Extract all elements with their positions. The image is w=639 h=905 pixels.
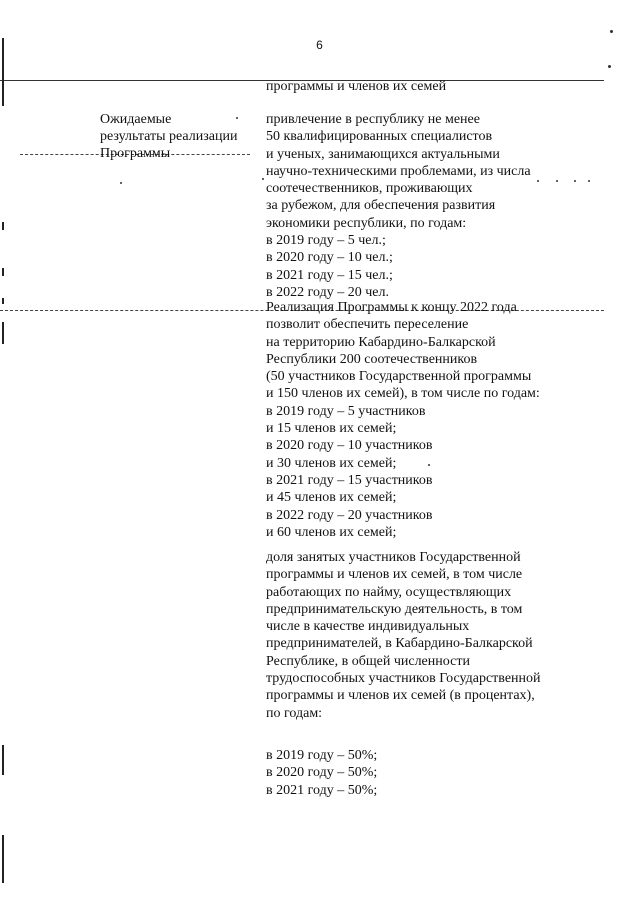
left-label-line: Ожидаемые <box>100 112 172 127</box>
text-line: предпринимателей, в Кабардино-Балкарской <box>266 636 533 652</box>
text-line: и 45 членов их семей; <box>266 490 397 506</box>
text-line: Республики 200 соотечественников <box>266 351 478 367</box>
text-line: работающих по найму, осуществляющих <box>266 584 512 600</box>
specialists-paragraph <box>266 111 596 301</box>
yearly-percent-list <box>266 747 596 799</box>
top-continuation: программы и членов их семей <box>266 79 447 94</box>
text-line: Республике, в общей численности <box>266 653 470 669</box>
page-number: 6 <box>316 38 323 52</box>
margin-mark <box>2 38 4 106</box>
speck <box>120 182 122 184</box>
text-line: за рубежом, для обеспечения развития <box>266 198 496 214</box>
text-line: и ученых, занимающихся актуальными <box>266 146 500 162</box>
resettlement-paragraph <box>266 299 596 541</box>
text-line: в 2019 году – 5 участников <box>266 403 426 419</box>
text-line: в 2020 году – 10 чел.; <box>266 250 393 266</box>
speck <box>588 180 590 182</box>
text-line: 50 квалифицированных специалистов <box>266 129 493 145</box>
text-line: (50 участников Государственной программы <box>266 369 532 385</box>
text-line: в 2021 году – 15 чел.; <box>266 267 393 283</box>
speck <box>236 117 238 119</box>
text-line: в 2020 году – 50%; <box>266 765 378 781</box>
text-line: экономики республики, по годам: <box>266 215 467 231</box>
margin-mark <box>2 835 4 883</box>
text-line: программы и членов их семей, в том числе <box>266 567 523 583</box>
text-line: программы и членов их семей (в процентах), <box>266 688 535 704</box>
speck <box>574 180 576 182</box>
text-line: трудоспособных участников Государственной <box>266 671 541 687</box>
speck <box>537 180 539 182</box>
margin-mark <box>2 745 4 775</box>
text-line: числе в качестве индивидуальных <box>266 619 470 635</box>
text-line: соотечественников, проживающих <box>266 181 473 197</box>
text-line: и 150 членов их семей), в том числе по годам: <box>266 386 540 402</box>
employment-share-paragraph <box>266 549 596 722</box>
text-line: научно-техническими проблемами, из числа <box>266 163 531 179</box>
text-line: в 2021 году – 15 участников <box>266 472 433 488</box>
text-line: в 2019 году – 5 чел.; <box>266 233 386 249</box>
text-line: по годам: <box>266 705 323 721</box>
text-line: и 30 членов их семей; <box>266 455 397 471</box>
margin-mark <box>2 322 4 344</box>
text-line: в 2020 году – 10 участников <box>266 438 433 454</box>
speck <box>262 178 264 180</box>
text-line: позволит обеспечить переселение <box>266 317 469 333</box>
speck <box>556 180 558 182</box>
speck <box>608 65 611 68</box>
text-line: доля занятых участников Государственной <box>266 550 521 565</box>
left-label-line: Программы <box>100 146 171 161</box>
speck <box>428 464 430 466</box>
margin-mark <box>2 298 4 304</box>
text-line: предпринимательскую деятельность, в том <box>266 601 523 617</box>
text-line: в 2022 году – 20 участников <box>266 507 433 523</box>
text-line: в 2021 году – 50%; <box>266 782 378 798</box>
text-line: в 2019 году – 50%; <box>266 748 378 763</box>
margin-mark <box>2 268 4 276</box>
text-line: и 60 членов их семей; <box>266 524 397 540</box>
text-line: в 2022 году – 20 чел. <box>266 284 389 300</box>
text-line: и 15 членов их семей; <box>266 421 397 437</box>
text-line: привлечение в республику не менее <box>266 112 480 127</box>
left-label-line: результаты реализации <box>100 129 238 144</box>
margin-mark <box>2 222 4 230</box>
text-line: Реализация Программы к концу 2022 года <box>266 300 517 315</box>
text-line: на территорию Кабардино-Балкарской <box>266 334 496 350</box>
speck <box>610 30 613 33</box>
